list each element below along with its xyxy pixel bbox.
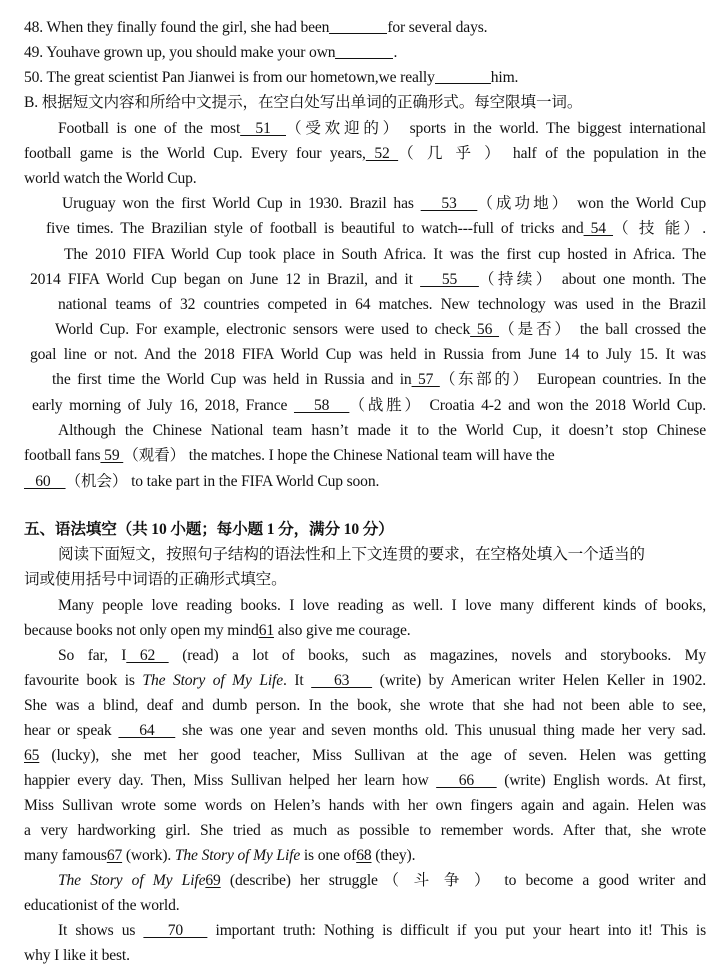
passage-b-line-7 bbox=[30, 267, 706, 292]
text: (lucky), she met her good teacher, Miss Sullivan at the age of seven. Helen was getting bbox=[39, 747, 706, 764]
passage-b-line-11 bbox=[52, 367, 706, 392]
passage-5-line-1 bbox=[58, 593, 706, 618]
blank-60[interactable]: 60 bbox=[24, 473, 66, 490]
passage-5-line-6 bbox=[24, 718, 706, 743]
passage-b-line-5 bbox=[46, 216, 706, 241]
passage-b-line-6 bbox=[64, 242, 706, 267]
passage-5-line-9 bbox=[24, 793, 706, 818]
text: （机会） to take part in the FIFA World Cup soon. bbox=[65, 473, 380, 490]
blank-70[interactable]: 70 bbox=[143, 922, 208, 939]
text: national teams of 32 countries competed in 64 matches. New technology was used in the Brazil bbox=[58, 296, 706, 313]
q50-blank[interactable] bbox=[435, 67, 491, 84]
passage-5-line-4 bbox=[24, 668, 706, 693]
blank-53[interactable]: 53 bbox=[420, 195, 478, 212]
text: Football is one of the most bbox=[58, 120, 241, 137]
text: why I like it best. bbox=[24, 947, 130, 964]
text: （战胜） Croatia 4-2 and won the 2018 World Cup. bbox=[349, 397, 706, 414]
text: (write) by American writer Helen Keller in 1902. bbox=[372, 672, 706, 689]
text: So far, I bbox=[58, 647, 127, 664]
passage-b-line-4 bbox=[62, 191, 706, 216]
blank-65[interactable]: 65 bbox=[24, 747, 40, 764]
blank-62[interactable]: 62 bbox=[126, 647, 169, 664]
passage-b-line-9 bbox=[55, 317, 706, 342]
blank-51[interactable]: 51 bbox=[240, 120, 286, 137]
text: (they). bbox=[371, 847, 416, 864]
text: （ 技 能）. bbox=[613, 220, 706, 237]
blank-68[interactable]: 68 bbox=[356, 847, 372, 864]
blank-56[interactable]: 56 bbox=[470, 321, 500, 338]
text: also give me courage. bbox=[273, 622, 411, 639]
text: . It bbox=[283, 672, 312, 689]
q49-blank[interactable] bbox=[335, 42, 393, 59]
blank-61[interactable]: 61 bbox=[258, 622, 274, 639]
text: Uruguay won the first World Cup in 1930. Brazil has bbox=[62, 195, 421, 212]
blank-66[interactable]: 66 bbox=[436, 772, 497, 789]
text: She was a blind, deaf and dumb person. In the book, she wrote that she had not been able to see, bbox=[24, 697, 706, 714]
passage-5-line-13 bbox=[24, 893, 706, 918]
passage-b-line-14 bbox=[24, 443, 706, 468]
q50-post: him. bbox=[490, 69, 519, 86]
passage-b-line-8 bbox=[58, 292, 706, 317]
blank-55[interactable]: 55 bbox=[420, 271, 479, 288]
book-title: The Story of My Life bbox=[142, 672, 284, 689]
text: (describe) her struggle（ 斗 争 ） to become a good writer and bbox=[220, 872, 707, 889]
blank-57[interactable]: 57 bbox=[411, 371, 440, 388]
passage-5-line-7 bbox=[24, 743, 706, 768]
text: （成功地） won the World Cup bbox=[477, 195, 706, 212]
text: educationist of the world. bbox=[24, 897, 180, 914]
text: Miss Sullivan wrote some words on Helen’s hands with her own fingers again and again. Helen was bbox=[24, 797, 706, 814]
text: The 2010 FIFA World Cup took place in South Africa. It was the first cup hosted in Africa. The bbox=[64, 246, 706, 263]
passage-5-line-12 bbox=[58, 868, 706, 893]
text: (work). bbox=[122, 847, 175, 864]
text: （受欢迎的） sports in the world. The biggest international bbox=[286, 120, 706, 137]
q48-post: for several days. bbox=[387, 19, 488, 36]
q49-post: . bbox=[393, 44, 398, 61]
passage-5-line-11 bbox=[24, 843, 706, 868]
text: 词或使用括号中词语的正确形式填空。 bbox=[24, 571, 287, 588]
passage-b-line-3 bbox=[24, 166, 706, 191]
question-48 bbox=[24, 15, 706, 40]
q49-text: 49. Youhave grown up, you should make your own bbox=[24, 44, 336, 61]
text: five times. The Brazilian style of football is beautiful to watch---full of tricks and bbox=[46, 220, 584, 237]
blank-52[interactable]: 52 bbox=[365, 145, 399, 162]
book-title: The Story of My Life bbox=[174, 847, 301, 864]
blank-63[interactable]: 63 bbox=[311, 672, 373, 689]
section-5-instructions-1 bbox=[58, 542, 706, 567]
question-50 bbox=[24, 65, 706, 90]
passage-b-line-10 bbox=[30, 342, 706, 367]
text: （是否） the ball crossed the bbox=[499, 321, 706, 338]
passage-b-line-1 bbox=[58, 116, 706, 141]
passage-b-line-12 bbox=[32, 393, 706, 418]
passage-b-line-2 bbox=[24, 141, 706, 166]
text: (read) a lot of books, such as magazines, novels and storybooks. My bbox=[168, 647, 706, 664]
text: a very hardworking girl. She tried as much as possible to remember words. After that, she wrote bbox=[24, 822, 706, 839]
text: many famous bbox=[24, 847, 107, 864]
text: early morning of July 16, 2018, France bbox=[32, 397, 294, 414]
blank-54[interactable]: 54 bbox=[583, 220, 614, 237]
text: （持续） about one month. The bbox=[478, 271, 706, 288]
q48-blank[interactable] bbox=[329, 17, 387, 34]
blank-64[interactable]: 64 bbox=[118, 722, 176, 739]
text: Although the Chinese National team hasn’t made it to the World Cup, it doesn’t stop Chinese bbox=[58, 422, 706, 439]
q48-text: 48. When they finally found the girl, she had been bbox=[24, 19, 330, 36]
blank-69[interactable]: 69 bbox=[205, 872, 221, 889]
text: football game is the World Cup. Every four years, bbox=[24, 145, 366, 162]
section-5-instructions-2 bbox=[24, 567, 706, 592]
text: is one of bbox=[300, 847, 357, 864]
text: football fans bbox=[24, 447, 101, 464]
blank-58[interactable]: 58 bbox=[293, 397, 350, 414]
text: Many people love reading books. I love reading as well. I love many different kinds of books, bbox=[58, 597, 706, 614]
book-title: The Story of My Life bbox=[58, 872, 206, 889]
text: favourite book is bbox=[24, 672, 143, 689]
text: 2014 FIFA World Cup began on June 12 in Brazil, and it bbox=[30, 271, 421, 288]
blank-59[interactable]: 59 bbox=[100, 447, 124, 464]
text: goal line or not. And the 2018 FIFA World Cup was held in Russia from June 14 to July 15. It was bbox=[30, 346, 706, 363]
text: important truth: Nothing is difficult if you put your heart into it! This is bbox=[207, 922, 706, 939]
text: because books not only open my mind bbox=[24, 622, 259, 639]
q50-text: 50. The great scientist Pan Jianwei is from our hometown,we really bbox=[24, 69, 435, 86]
text: hear or speak bbox=[24, 722, 119, 739]
question-49 bbox=[24, 40, 706, 65]
part-b-instructions: B. 根据短文内容和所给中文提示，在空白处写出单词的正确形式。每空限填一词。 bbox=[24, 94, 583, 111]
text: （东部的） European countries. In the bbox=[439, 371, 707, 388]
text: happier every day. Then, Miss Sullivan helped her learn how bbox=[24, 772, 437, 789]
part-b-heading bbox=[24, 90, 706, 115]
text: world watch the World Cup. bbox=[24, 170, 197, 187]
passage-5-line-15 bbox=[24, 943, 706, 968]
text: she was one year and seven months old. This unusual thing made her very sad. bbox=[175, 722, 706, 739]
text: 阅读下面短文，按照句子结构的语法性和上下文连贯的要求，在空格处填入一个适当的 bbox=[58, 546, 645, 563]
passage-5-line-14 bbox=[58, 918, 706, 943]
passage-5-line-2 bbox=[24, 618, 706, 643]
passage-b-line-13 bbox=[58, 418, 706, 443]
blank-67[interactable]: 67 bbox=[106, 847, 123, 864]
text: （观看） the matches. I hope the Chinese National team will have the bbox=[123, 447, 555, 464]
passage-5-line-10 bbox=[24, 818, 706, 843]
section-5-heading bbox=[24, 517, 706, 542]
passage-5-line-8 bbox=[24, 768, 706, 793]
passage-5-line-5 bbox=[24, 693, 706, 718]
text: (write) English words. At first, bbox=[496, 772, 706, 789]
text: World Cup. For example, electronic sensors were used to check bbox=[55, 321, 471, 338]
text: the first time the World Cup was held in Russia and in bbox=[52, 371, 412, 388]
section-title: 五、语法填空（共 10 小题；每小题 1 分，满分 10 分） bbox=[24, 521, 394, 538]
text: （ 几 乎 ） half of the population in the bbox=[398, 145, 707, 162]
passage-b-line-15 bbox=[24, 469, 706, 494]
text: It shows us bbox=[58, 922, 144, 939]
passage-5-line-3 bbox=[58, 643, 706, 668]
